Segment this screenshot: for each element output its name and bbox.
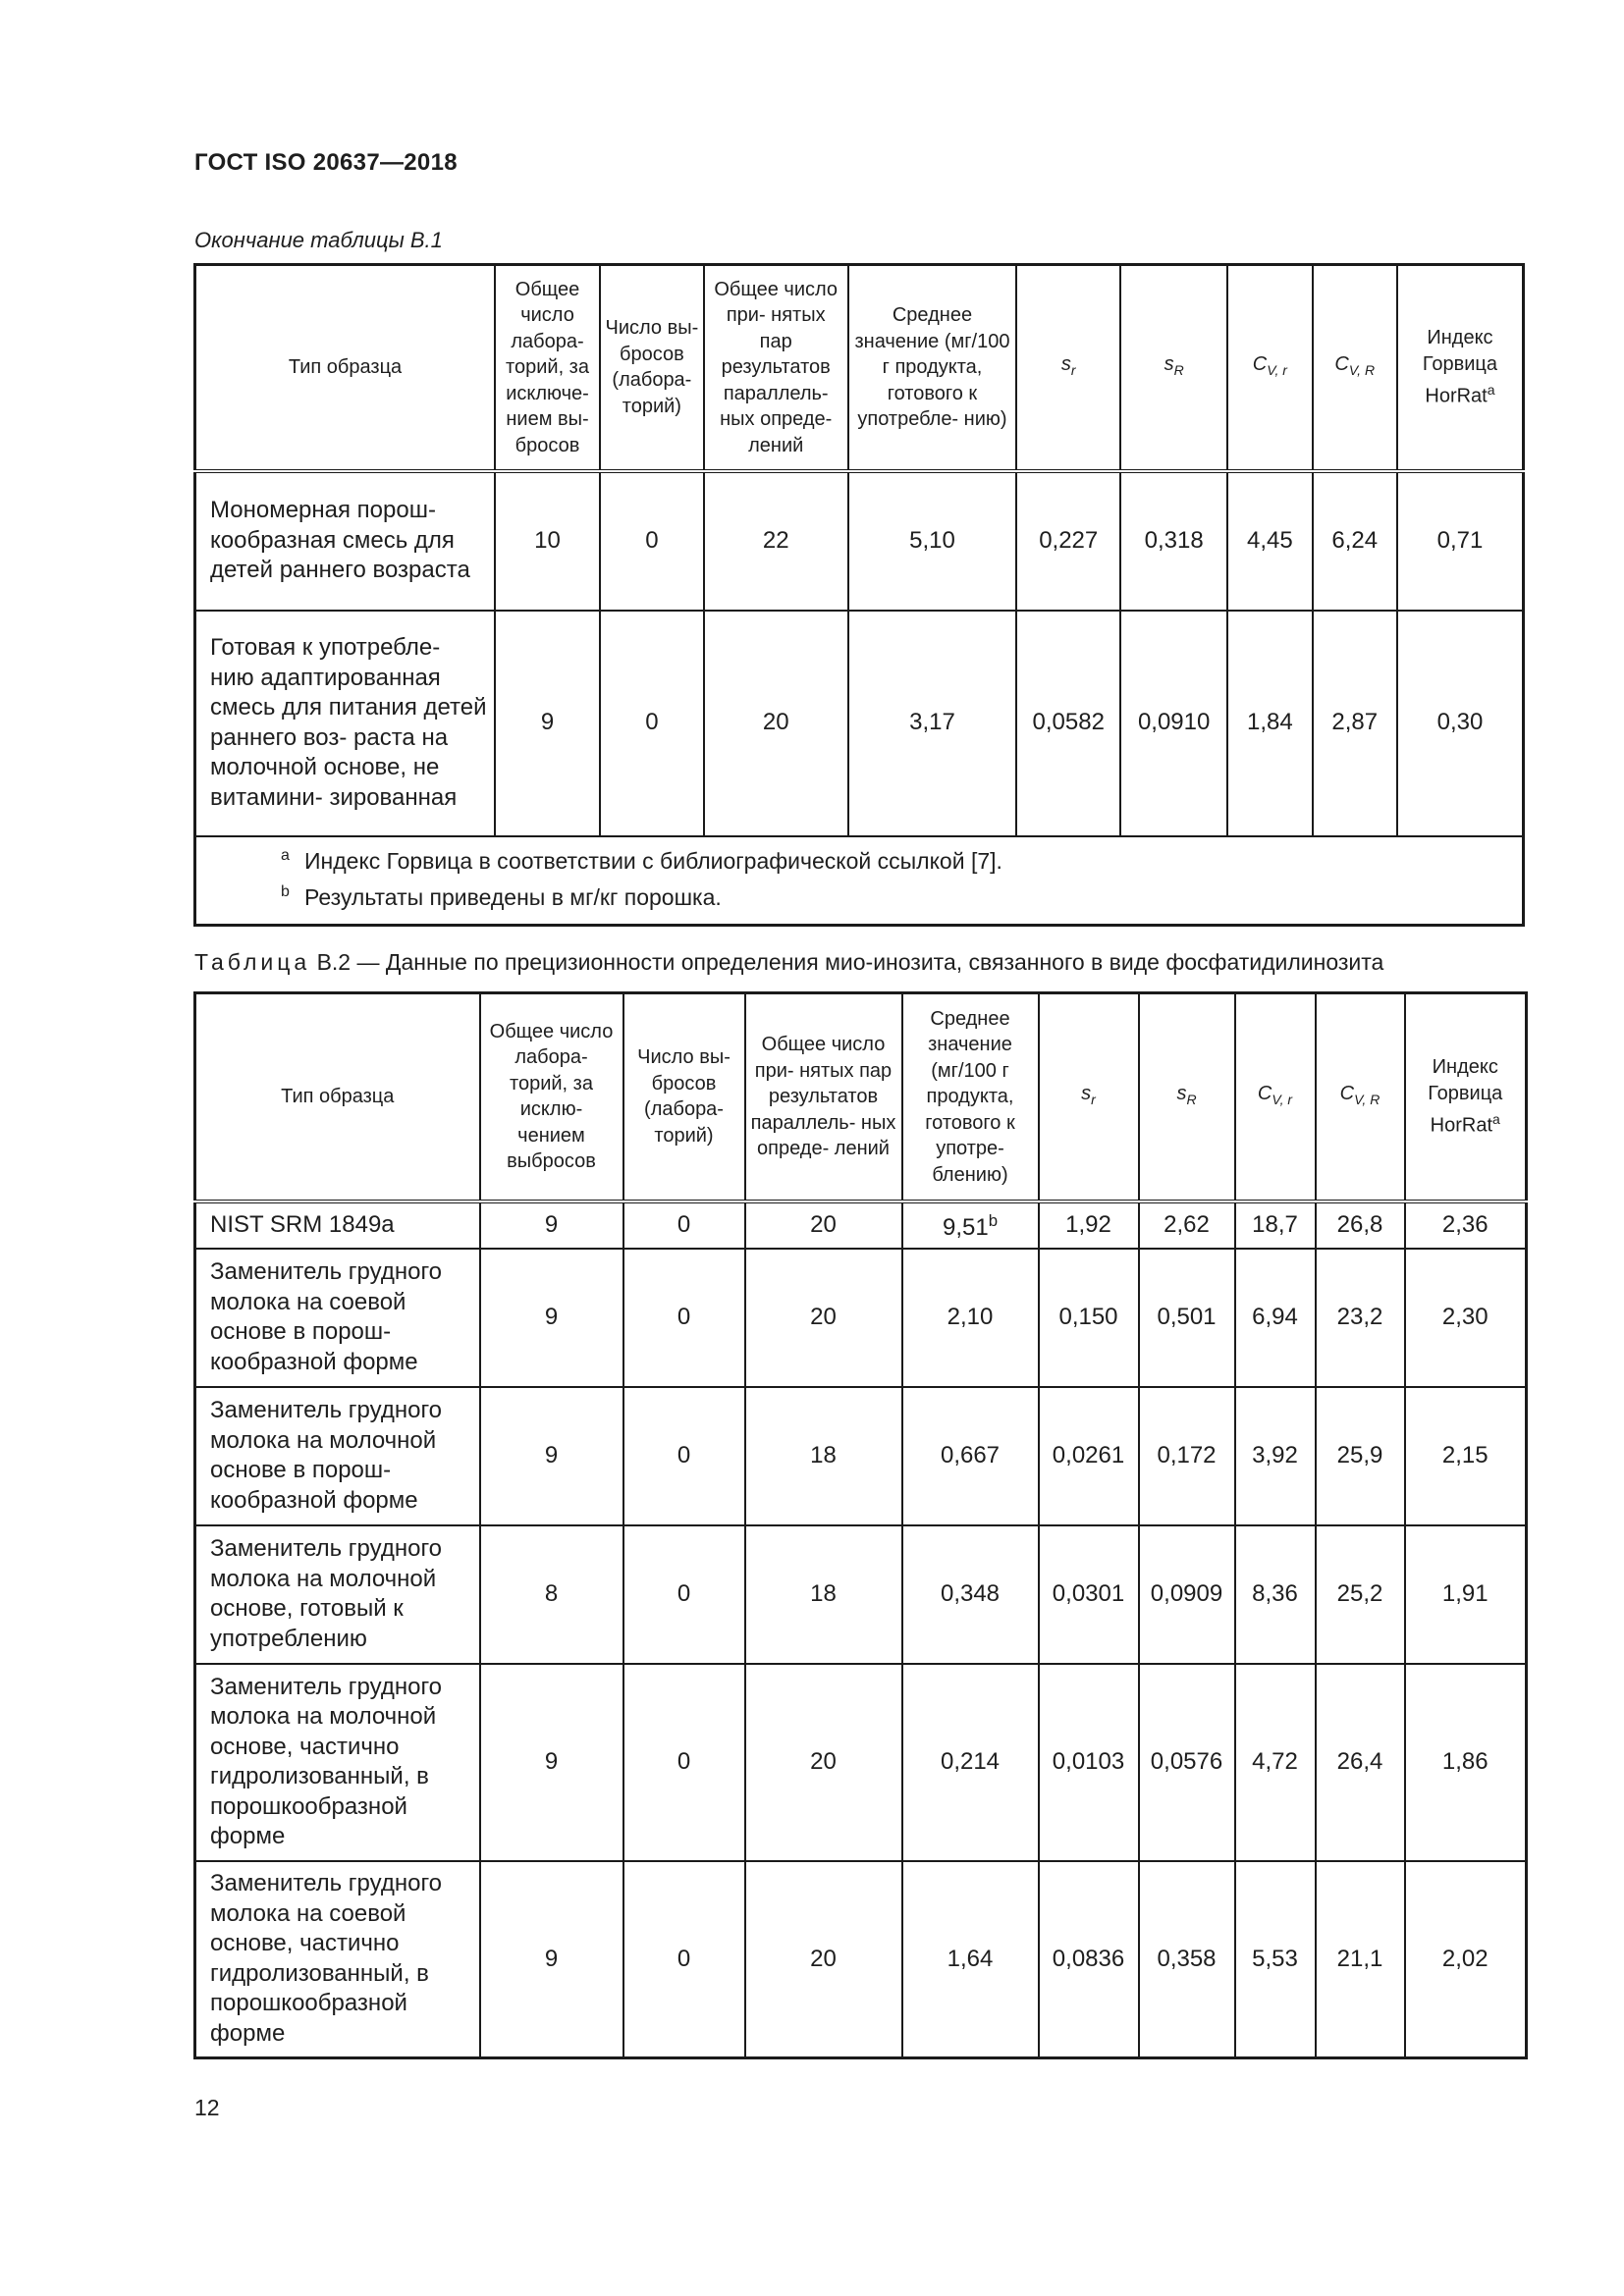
cell-cvR: 25,9 [1316, 1387, 1405, 1525]
cell-outliers: 0 [600, 611, 704, 836]
cell-sR: 0,358 [1139, 1861, 1235, 2058]
table1-header-row [195, 265, 1524, 471]
table-row [195, 1861, 1527, 2058]
cell-sr: 0,150 [1039, 1249, 1139, 1387]
col-header-mean: Среднее значение (мг/100 г продукта, готового к употре- блению) [902, 993, 1039, 1201]
col-header-outliers: Число вы- бросов (лабора- торий) [623, 993, 745, 1201]
col-header-labs: Общее число лабора- торий, за исклю- чением выбросов [480, 993, 623, 1201]
table2-header-row [195, 993, 1527, 1201]
cell-sr: 0,0261 [1039, 1387, 1139, 1525]
table2-caption: Таблица В.2 — Данные по прецизионности определения мио-инозита, связанного в виде фосфатидилинозита [194, 949, 1384, 975]
cell-labs: 9 [480, 1201, 623, 1249]
cell-labs: 9 [480, 1249, 623, 1387]
cell-sR: 0,501 [1139, 1249, 1235, 1387]
cell-mean: 3,17 [848, 611, 1017, 836]
cell-pairs: 22 [704, 471, 848, 611]
table-row [195, 611, 1524, 836]
table-row [195, 1249, 1527, 1387]
cell-pairs: 20 [745, 1861, 902, 2058]
cell-mean: 5,10 [848, 471, 1017, 611]
col-header-cvr: $C_{V, r}$ [1235, 993, 1316, 1201]
cell-labs: 10 [495, 471, 600, 611]
cell-labs: 9 [495, 611, 600, 836]
cell-labs: 9 [480, 1664, 623, 1861]
cell-sR: 0,0909 [1139, 1525, 1235, 1664]
col-header-cvr: $C_{V, r}$ [1227, 265, 1312, 471]
cell-outliers: 0 [623, 1664, 745, 1861]
cell-labs: 8 [480, 1525, 623, 1664]
table-row [195, 1525, 1527, 1664]
col-header-horrat: Индекс Горвица HorRat$^a$ [1397, 265, 1524, 471]
cell-mean: 9,51$^b$ [902, 1201, 1039, 1249]
footnote-a: a Индекс Горвица в соответствии с библиографической ссылкой [7]. [281, 846, 1002, 874]
col-header-sr: $s_r$ [1039, 993, 1139, 1201]
cell-sample: Готовая к употребле- нию адаптированная смесь для питания детей раннего воз- раста на молочной основе, не витамини- зированная [195, 611, 496, 836]
cell-sR: 0,172 [1139, 1387, 1235, 1525]
cell-outliers: 0 [623, 1387, 745, 1525]
cell-sample: NIST SRM 1849a [195, 1201, 480, 1249]
cell-mean: 2,10 [902, 1249, 1039, 1387]
col-header-pairs: Общее число при- нятых пар результатов параллель- ных опреде- лений [704, 265, 848, 471]
cell-cvR: 25,2 [1316, 1525, 1405, 1664]
cell-sr: 0,0582 [1016, 611, 1120, 836]
cell-sample: Заменитель грудного молока на молочной основе, готовый к употреблению [195, 1525, 480, 1664]
table-row [195, 471, 1524, 611]
table-b2 [193, 991, 1528, 2059]
cell-outliers: 0 [623, 1861, 745, 2058]
cell-horrat: 0,71 [1397, 471, 1524, 611]
cell-cvR: 23,2 [1316, 1249, 1405, 1387]
cell-pairs: 18 [745, 1387, 902, 1525]
cell-sR: 0,318 [1120, 471, 1227, 611]
col-header-pairs: Общее число при- нятых пар результатов параллель- ных опреде- лений [745, 993, 902, 1201]
cell-sample: Мономерная порош- кообразная смесь для детей раннего возраста [195, 471, 496, 611]
table-row [195, 1664, 1527, 1861]
table-footnotes [195, 836, 1524, 926]
cell-horrat: 1,91 [1405, 1525, 1527, 1664]
cell-sample: Заменитель грудного молока на молочной основе, частично гидролизованный, в порошкообразной форме [195, 1664, 480, 1861]
cell-mean: 0,348 [902, 1525, 1039, 1664]
cell-mean: 0,214 [902, 1664, 1039, 1861]
cell-sR: 0,0576 [1139, 1664, 1235, 1861]
cell-mean: 1,64 [902, 1861, 1039, 2058]
cell-cvr: 6,94 [1235, 1249, 1316, 1387]
cell-cvr: 8,36 [1235, 1525, 1316, 1664]
cell-cvr: 4,72 [1235, 1664, 1316, 1861]
col-header-sR: $s_R$ [1139, 993, 1235, 1201]
cell-cvR: 6,24 [1313, 471, 1397, 611]
cell-sR: 2,62 [1139, 1201, 1235, 1249]
cell-labs: 9 [480, 1861, 623, 2058]
cell-pairs: 20 [745, 1201, 902, 1249]
cell-horrat: 1,86 [1405, 1664, 1527, 1861]
cell-sR: 0,0910 [1120, 611, 1227, 836]
cell-outliers: 0 [600, 471, 704, 611]
col-header-horrat: Индекс Горвица HorRat$^a$ [1405, 993, 1527, 1201]
cell-cvr: 18,7 [1235, 1201, 1316, 1249]
cell-sr: 0,227 [1016, 471, 1120, 611]
cell-outliers: 0 [623, 1201, 745, 1249]
cell-pairs: 20 [745, 1664, 902, 1861]
cell-sample: Заменитель грудного молока на соевой основе в порош- кообразной форме [195, 1249, 480, 1387]
cell-pairs: 18 [745, 1525, 902, 1664]
cell-pairs: 20 [745, 1249, 902, 1387]
col-header-sample: Тип образца [195, 265, 496, 471]
cell-horrat: 2,30 [1405, 1249, 1527, 1387]
cell-cvr: 5,53 [1235, 1861, 1316, 2058]
cell-sr: 0,0836 [1039, 1861, 1139, 2058]
table-row [195, 1201, 1527, 1249]
cell-horrat: 0,30 [1397, 611, 1524, 836]
cell-cvr: 4,45 [1227, 471, 1312, 611]
cell-cvr: 1,84 [1227, 611, 1312, 836]
cell-labs: 9 [480, 1387, 623, 1525]
col-header-sample: Тип образца [195, 993, 480, 1201]
cell-pairs: 20 [704, 611, 848, 836]
cell-sr: 0,0103 [1039, 1664, 1139, 1861]
table1-caption: Окончание таблицы В.1 [194, 228, 443, 252]
col-header-mean: Среднее значение (мг/100 г продукта, готового к употребле- нию) [848, 265, 1017, 471]
cell-sample: Заменитель грудного молока на молочной основе в порош- кообразной форме [195, 1387, 480, 1525]
document-code: ГОСТ ISO 20637—2018 [194, 149, 458, 176]
cell-cvR: 21,1 [1316, 1861, 1405, 2058]
cell-cvR: 2,87 [1313, 611, 1397, 836]
page-number: 12 [194, 2095, 220, 2120]
col-header-cvR: $C_{V, R}$ [1316, 993, 1405, 1201]
cell-horrat: 2,15 [1405, 1387, 1527, 1525]
cell-mean: 0,667 [902, 1387, 1039, 1525]
cell-outliers: 0 [623, 1249, 745, 1387]
col-header-cvR: $C_{V, R}$ [1313, 265, 1397, 471]
cell-cvR: 26,4 [1316, 1664, 1405, 1861]
cell-horrat: 2,02 [1405, 1861, 1527, 2058]
cell-horrat: 2,36 [1405, 1201, 1527, 1249]
cell-outliers: 0 [623, 1525, 745, 1664]
cell-sr: 1,92 [1039, 1201, 1139, 1249]
col-header-sR: $s_R$ [1120, 265, 1227, 471]
table1-notes-row [195, 836, 1524, 926]
cell-cvr: 3,92 [1235, 1387, 1316, 1525]
col-header-outliers: Число вы- бросов (лабора- торий) [600, 265, 704, 471]
cell-sr: 0,0301 [1039, 1525, 1139, 1664]
footnote-b: b Результаты приведены в мг/кг порошка. [281, 882, 722, 910]
cell-cvR: 26,8 [1316, 1201, 1405, 1249]
table-b1-end [193, 263, 1525, 927]
col-header-labs: Общее число лабора- торий, за исключе- нием вы- бросов [495, 265, 600, 471]
table-row [195, 1387, 1527, 1525]
col-header-sr: $s_r$ [1016, 265, 1120, 471]
cell-sample: Заменитель грудного молока на соевой основе, частично гидролизованный, в порошкообразной форме [195, 1861, 480, 2058]
